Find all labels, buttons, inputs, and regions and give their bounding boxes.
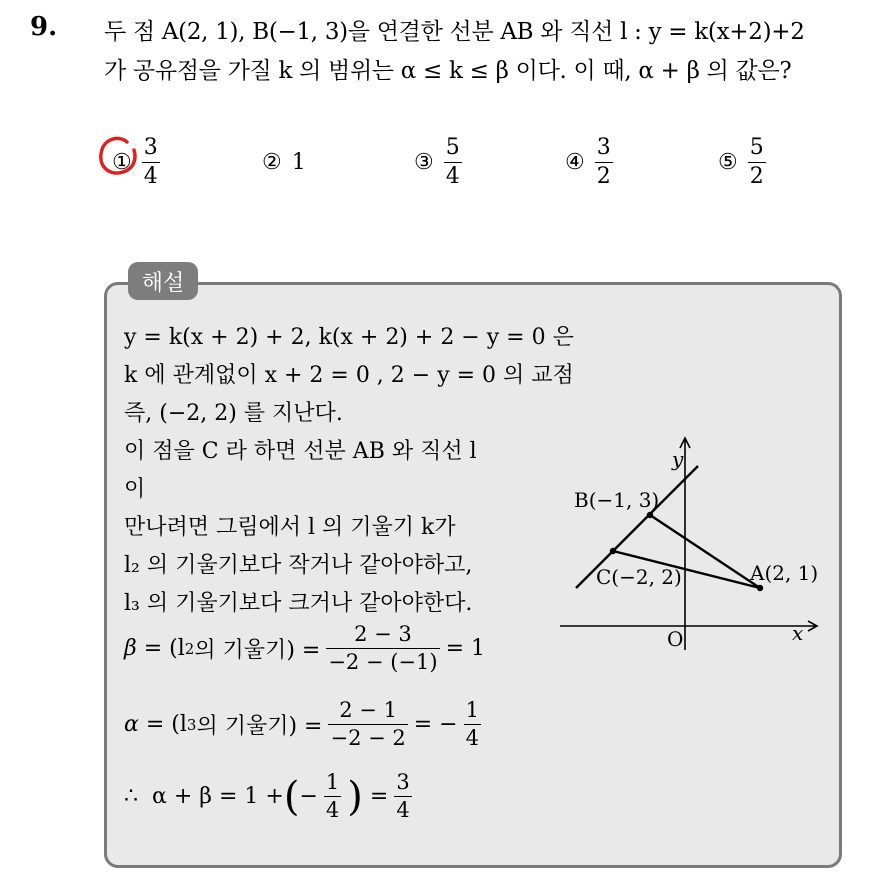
alpha-equation: α = (l 3 의 기울기) = $\frac{2 - 1}{-2 - 2}$ = − $\frac{1}{4}$ [124, 698, 479, 750]
choice-4[interactable] [565, 132, 613, 192]
solution-tag: 해설 [128, 262, 198, 300]
result-equation: ∴ α + β = 1 + ( − $\frac{1}{4}$ ) = $\frac{3}{4}$ [124, 770, 410, 822]
choice-mark: ② [262, 149, 282, 175]
point-C-label: C(−2, 2) [596, 565, 682, 589]
y-axis-label: y [672, 447, 684, 471]
choice-fraction: $\frac{3}{4}$ [143, 134, 158, 189]
choice-mark: ⑤ [718, 149, 738, 175]
beta-equation: β = (l 2 의 기울기) = $\frac{2 - 3}{-2 - (-1)}$ = 1 [124, 622, 486, 674]
solution-line-1: y = k(x + 2) + 2, k(x + 2) + 2 − y = 0 은 [124, 325, 574, 350]
point-A-label: A(2, 1) [750, 561, 819, 585]
choice-2[interactable] [262, 132, 306, 192]
solution-line-8: l₃ 의 기울기보다 크거나 같아야한다. [124, 591, 473, 616]
choice-3[interactable] [414, 132, 462, 192]
solution-line-5: 이 [124, 477, 146, 502]
question-number: 9. [30, 12, 58, 42]
solution-line-6: 만나려면 그림에서 l 의 기울기 k가 [124, 515, 456, 540]
solution-line-7: l₂ 의 기울기보다 작거나 같아야하고, [124, 553, 473, 578]
point-A [757, 585, 763, 591]
question-text-line-1: 두 점 A(2, 1), B(−1, 3)을 연결한 선분 AB 와 직선 l : y = k(x+2)+2 [104, 19, 805, 45]
choice-fraction: $\frac{5}{4}$ [445, 134, 460, 189]
solution-line-2: k 에 관계없이 x + 2 = 0 , 2 − y = 0 의 교점 [124, 363, 574, 388]
point-C [610, 548, 616, 554]
question-text-line-2: 가 공유점을 가질 k 의 범위는 α ≤ k ≤ β 이다. 이 때, α + β 의 값은? [104, 58, 792, 84]
solution-line-4: 이 점을 C 라 하면 선분 AB 와 직선 l [124, 439, 477, 464]
choice-value: 1 [291, 149, 306, 175]
solution-line-3: 즉, (−2, 2) 를 지난다. [124, 401, 343, 426]
choice-mark: ④ [565, 149, 585, 175]
selected-answer-circle [97, 134, 139, 178]
choice-fraction: $\frac{3}{2}$ [596, 134, 611, 189]
coordinate-figure [550, 430, 840, 660]
origin-label: O [667, 627, 684, 651]
x-axis-label: x [792, 621, 804, 645]
choice-mark: ③ [414, 149, 434, 175]
choice-fraction: $\frac{5}{2}$ [749, 134, 764, 189]
choice-5[interactable] [718, 132, 766, 192]
point-B [647, 512, 653, 518]
point-B-label: B(−1, 3) [574, 488, 660, 512]
choice-mark: ① [112, 149, 132, 175]
